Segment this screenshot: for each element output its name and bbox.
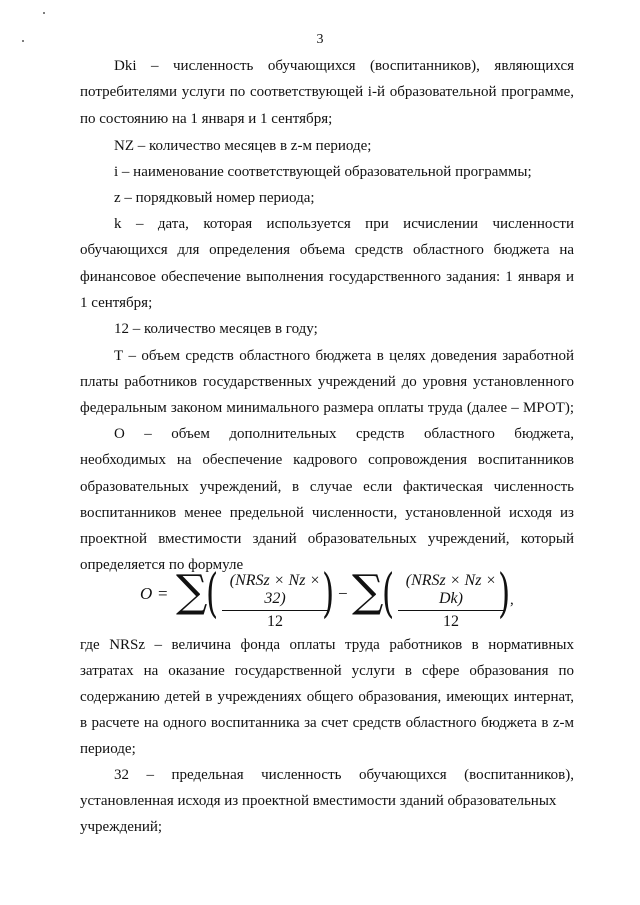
paren-right: ) (498, 564, 511, 624)
fraction-2-denominator: 12 (443, 613, 459, 630)
text-line: О – объем дополнительных средств областного бюджета, (114, 426, 574, 442)
text-line: где NRSz – величина фонда оплаты труда работников в нормативных (80, 637, 574, 653)
text-line: финансовое обеспечение выполнения государственного задания: 1 января и (80, 269, 574, 285)
text-line: периоде; (80, 741, 136, 757)
text-line: i – наименование соответствующей образовательной программы; (114, 164, 532, 180)
page-number: 3 (316, 32, 324, 47)
text-line: потребителями услуги по соответствующей i-й образовательной программе, (80, 84, 574, 100)
text-line: затратах на оказание государственной услуги в сфере образования по (80, 663, 574, 679)
text-line: проектной вместимости зданий образовательных учреждений, который (80, 531, 574, 547)
text-line: определяется по формуле (80, 557, 244, 573)
text-line: NZ – количество месяцев в z-м периоде; (114, 138, 372, 154)
formula-comma: , (510, 592, 514, 608)
text-line: платы работников государственных учреждений до уровня установленного (80, 374, 574, 390)
fraction-2-numerator: (NRSz × Nz × Dk) (405, 572, 497, 607)
text-line: z – порядковый номер периода; (114, 190, 315, 206)
formula-equals: = (158, 584, 168, 603)
text-line: воспитанников менее предельной численности, установленной исходя из (80, 505, 574, 521)
formula (140, 564, 520, 630)
text-line: учреждений; (80, 819, 163, 835)
sum-sign: ∑ (352, 566, 384, 617)
text-line: федеральным законом минимального размера оплаты труда (далее – МРОТ); (80, 400, 574, 416)
paren-left: ( (206, 564, 219, 624)
formula-minus: − (338, 584, 348, 603)
paren-right: ) (322, 564, 335, 624)
fraction-2 (398, 572, 504, 631)
text-line: k – дата, которая используется при исчислении численности (114, 216, 574, 232)
text-line: 12 – количество месяцев в году; (114, 321, 318, 337)
text-line: Dki – численность обучающихся (воспитанников), являющихся (114, 58, 574, 74)
text-line: 1 сентября; (80, 295, 153, 311)
fraction-1-denominator: 12 (267, 613, 283, 630)
text-line: по состоянию на 1 января и 1 сентября; (80, 111, 333, 127)
scan-speck (43, 12, 45, 14)
text-line: необходимых на обеспечение кадрового сопровождения воспитанников (80, 452, 574, 468)
formula-lhs: O (140, 584, 153, 603)
text-line: обучающихся для определения объема средств областного бюджета на (80, 242, 574, 258)
text-line: образовательных учреждений, в случае если фактическая численность (80, 479, 574, 495)
paren-left: ( (382, 564, 395, 624)
sum-sign: ∑ (176, 566, 208, 617)
fraction-1-numerator: (NRSz × Nz × 32) (229, 572, 321, 607)
text-line: Т – объем средств областного бюджета в целях доведения заработной (114, 348, 574, 364)
text-line: 32 – предельная численность обучающихся (воспитанников), (114, 767, 574, 783)
text-line: в расчете на одного воспитанника за счет средств областного бюджета в z-м (80, 715, 574, 731)
text-line: содержанию детей в учреждениях общего образования, имеющих интернат, (80, 689, 574, 705)
fraction-1 (222, 572, 328, 631)
text-line: установленная исходя из проектной вместимости зданий образовательных (80, 793, 557, 809)
